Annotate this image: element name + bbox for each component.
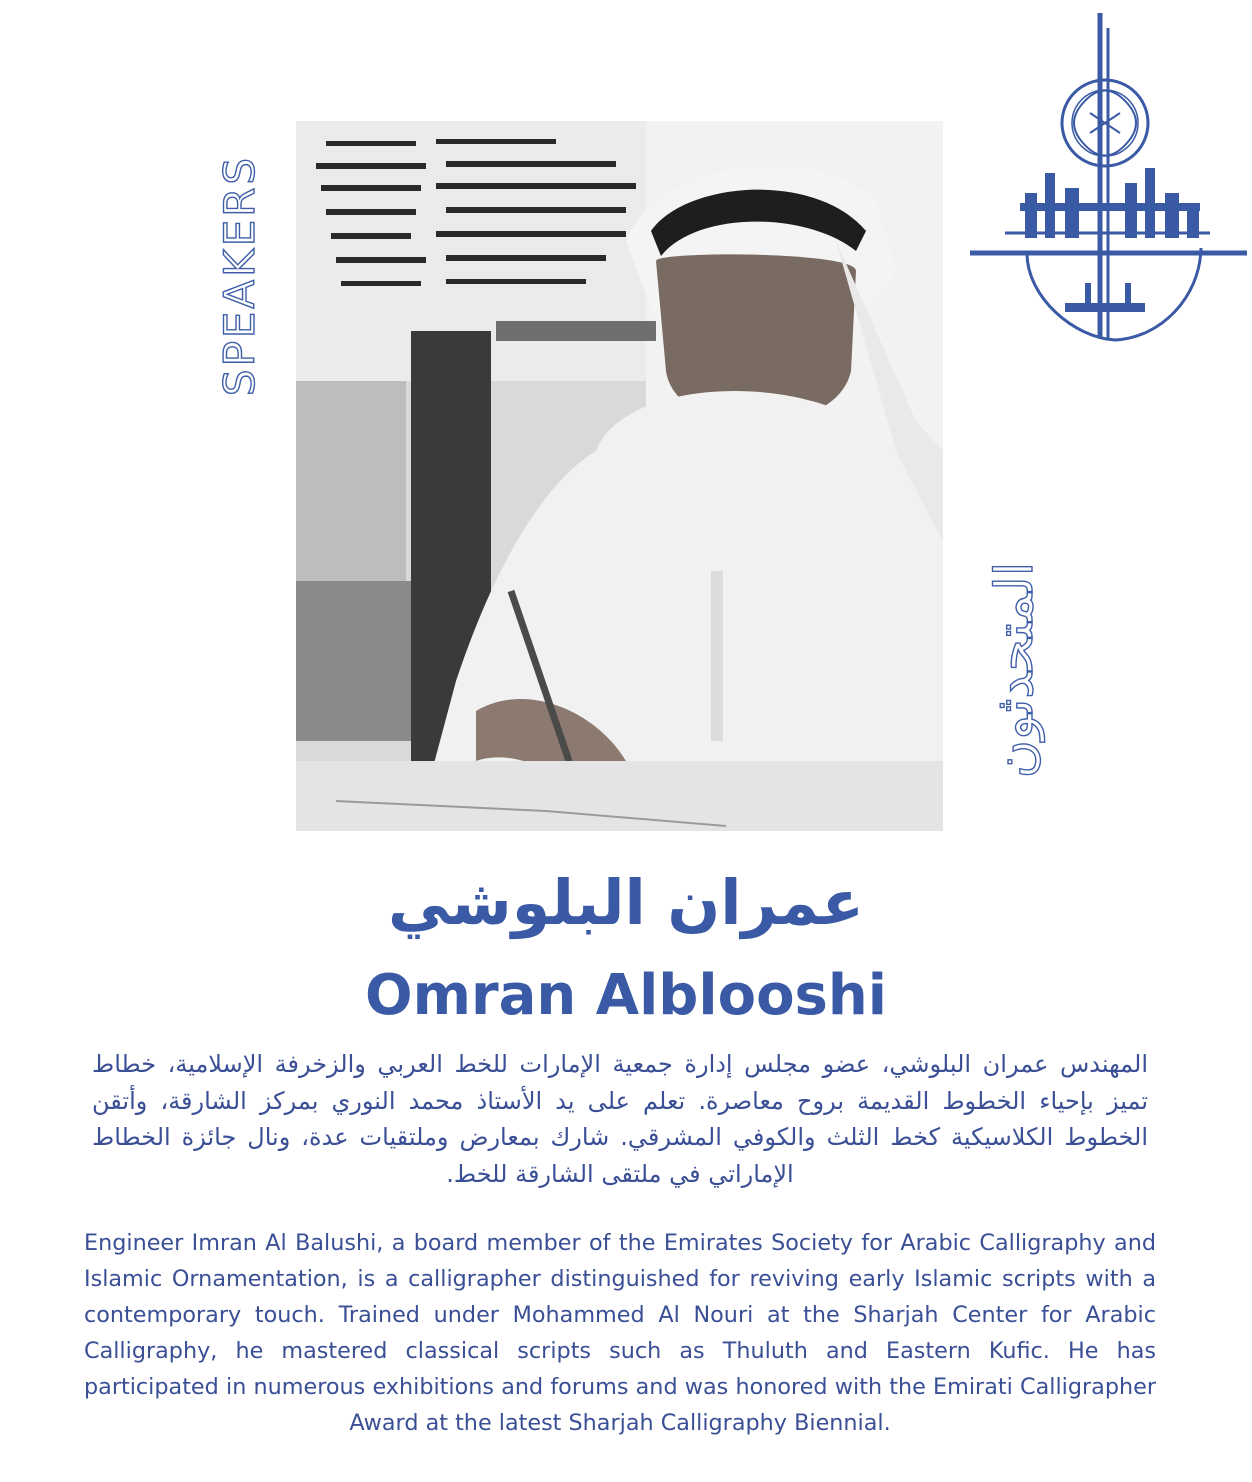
speaker-portrait-photo bbox=[296, 121, 943, 831]
speakers-vertical-label-arabic bbox=[985, 505, 1045, 835]
speaker-bio-arabic: المهندس عمران البلوشي، عضو مجلس إدارة جمعية الإمارات للخط العربي والزخرفة الإسلامية، خطاط تميز بإحياء الخطوط القديمة بروح معاصرة. تعلم على يد الأستاذ محمد النوري بمركز الشارقة، وأتقن الخطوط الكلاسيكية كخط الثلث والكوفي المشرقي. شارك بمعارض وملتقيات عدة، ونال جائزة الخطاط الإماراتي في ملتقى الشارقة للخط. bbox=[92, 1050, 1148, 1188]
calligraphy-emblem-logo bbox=[965, 8, 1250, 348]
speakers-vertical-label bbox=[212, 120, 268, 430]
speaker-name-english: Omran Alblooshi bbox=[365, 963, 887, 1028]
speaker-bio-english: Engineer Imran Al Balushi, a board member of the Emirates Society for Arabic Calligraphy and Islamic Ornamentation, is a calligrapher distinguished for reviving early Islamic scripts with a contemporary touch. Trained under Mohammed Al Nouri at the Sharjah Center for Arabic Calligraphy, he mastered classical scripts such as Thuluth and Eastern Kufic. He has participated in numerous exhibitions and forums and was honored with the Emirati Calligrapher Award at the latest Sharjah Calligraphy Biennial. bbox=[84, 1230, 1156, 1437]
speakers-label-text: SPEAKERS bbox=[215, 154, 265, 396]
speakers-label-arabic-text: المتحدثون bbox=[985, 561, 1045, 779]
speaker-name-arabic: عمران البلوشي bbox=[388, 866, 864, 939]
